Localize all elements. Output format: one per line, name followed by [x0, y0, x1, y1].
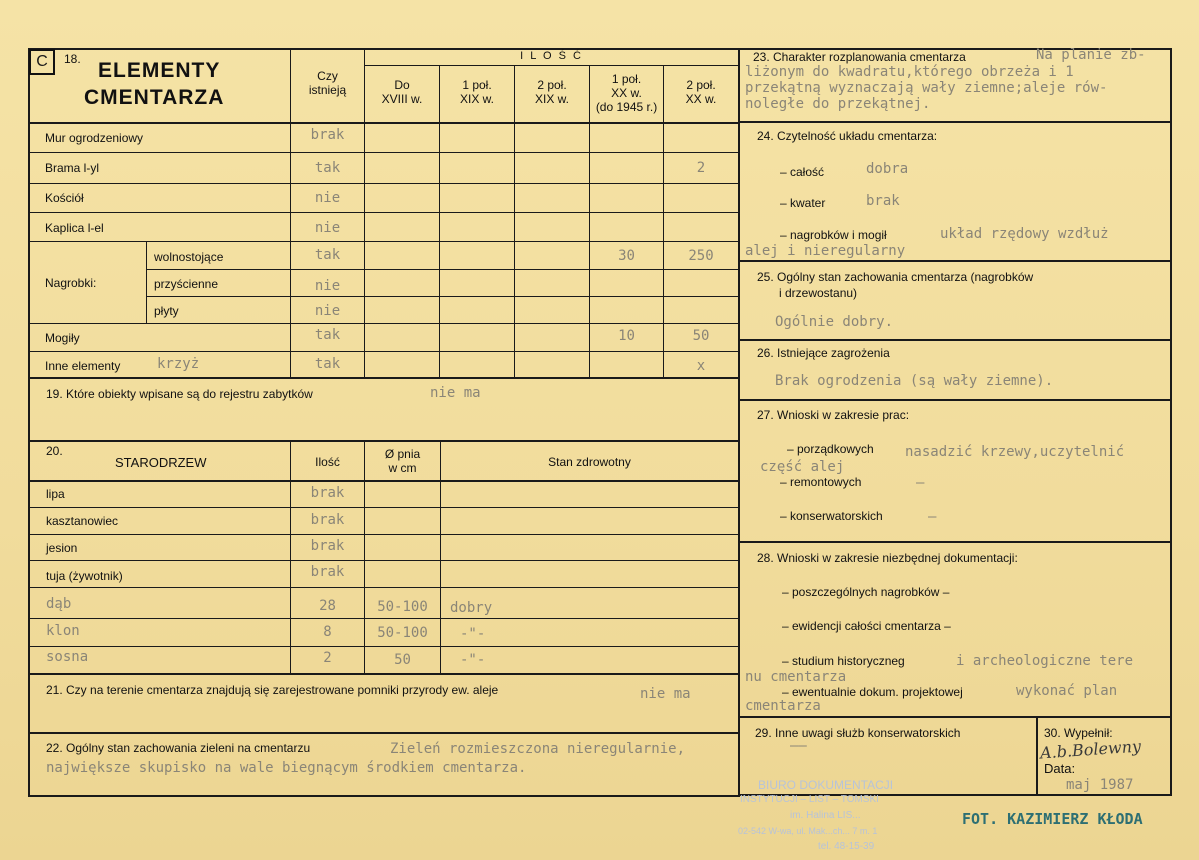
row-exists-wall: brak [310, 127, 345, 143]
row-label-freestanding: wolnostojące [154, 250, 224, 264]
col-trees-count: Ilość [315, 455, 340, 469]
section-22-value-line1: Zieleń rozmieszczona nieregularnie, [390, 741, 686, 757]
row-exists-other: tak [314, 356, 341, 372]
tree-diam-pine: 50 [394, 652, 411, 668]
section-18-number: 18. [64, 52, 81, 66]
tree-health-pine: -"- [460, 652, 486, 668]
tree-name-ash: jesion [46, 541, 78, 555]
section-letter-box: C [29, 49, 55, 75]
section-23-line2: liżonym do kwadratu,którego obrzeża i 1 [745, 64, 1074, 80]
tree-count-oak: 28 [319, 598, 336, 614]
section-26-value: Brak ogrodzenia (są wały ziemne). [775, 373, 1054, 389]
row-label-chapel: Kaplica l-el [45, 221, 104, 235]
photo-credit: FOT. KAZIMIERZ KŁODA [962, 810, 1143, 828]
date-label: Data: [1044, 761, 1076, 776]
legibility-quarters-value: brak [866, 193, 900, 209]
row-q4-mounds: 10 [618, 328, 635, 344]
tree-count-linden: brak [310, 485, 345, 501]
section-29-label: 29. Inne uwagi służb konserwatorskich [755, 726, 961, 740]
tree-name-chestnut: kasztanowiec [46, 514, 119, 528]
docs-graves: – poszczególnych nagrobków – [782, 585, 950, 599]
tree-count-maple: 8 [323, 624, 332, 640]
tree-count-thuja: brak [310, 564, 345, 580]
row-exists-wall-mounted: nie [314, 278, 341, 294]
section-21-value: nie ma [640, 686, 691, 702]
row-label-gate: Brama l-yl [45, 161, 100, 175]
docs-history-value2: nu cmentarza [745, 669, 847, 685]
legibility-whole-label: – całość [780, 165, 825, 179]
section-21-label: 21. Czy na terenie cmentarza znajdują się zarejestrowane pomniki przyrody ew. aleje [46, 683, 499, 697]
works-repair-value: – [916, 475, 925, 491]
docs-history-label: – studium historyczneg [782, 654, 905, 668]
border-bottom [28, 795, 740, 797]
row-label-mounds: Mogiły [45, 331, 80, 345]
works-order-value1: nasadzić krzewy,uczytelnić [905, 444, 1125, 460]
row-q5-gate: 2 [696, 160, 706, 176]
docs-project-value2: cmentarza [745, 698, 821, 714]
row-label-wall: Mur ogrodzeniowy [45, 131, 144, 145]
row-exists-slabs: nie [314, 303, 341, 319]
works-order-value2: część alej [760, 459, 845, 475]
section-22-label: 22. Ogólny stan zachowania zieleni na cmentarzu [46, 741, 311, 755]
tree-name-oak: dąb [46, 596, 72, 612]
border-left [28, 48, 30, 796]
section-23-line4: noległe do przekątnej. [745, 96, 931, 112]
legibility-quarters-label: – kwater [780, 196, 826, 210]
row-exists-church: nie [314, 190, 341, 206]
works-conserv-label: – konserwatorskich [780, 509, 883, 523]
legibility-whole-value: dobra [866, 161, 909, 177]
tree-name-thuja: tuja (żywotnik) [46, 569, 123, 583]
tree-diam-oak: 50-100 [377, 599, 428, 615]
section-23-line3: przekątną wyznaczają wały ziemne;aleje rów- [745, 80, 1108, 96]
docs-project-value1: wykonać plan [1016, 683, 1118, 699]
section-23-line1: Na planie zb- [1036, 47, 1146, 63]
row-label-wall-mounted: przyścienne [154, 277, 219, 291]
row-exists-gate: tak [314, 160, 341, 176]
col-trees-name: STARODRZEW [115, 455, 207, 470]
row-label-church: Kościół [45, 191, 84, 205]
tree-count-chestnut: brak [310, 512, 345, 528]
section-24-label: 24. Czytelność układu cmentarza: [757, 129, 938, 143]
legibility-graves-value1: układ rzędowy wzdłuż [940, 226, 1109, 242]
row-exists-chapel: nie [314, 220, 341, 236]
row-q5-mounds: 50 [692, 328, 710, 344]
row-label-other: Inne elementy [45, 359, 121, 373]
section-28-label: 28. Wnioski w zakresie niezbędnej dokumentacji: [757, 551, 1018, 565]
tree-count-ash: brak [310, 538, 345, 554]
section-26-label: 26. Istniejące zagrożenia [757, 346, 890, 360]
works-order-label: – porządkowych [787, 442, 874, 456]
tree-health-oak: dobry [450, 600, 493, 616]
row-q5-other: x [696, 358, 706, 374]
period-header-4: 1 poł. XX w. (do 1945 r.) [595, 72, 658, 114]
section-25-label-line2: i drzewostanu) [779, 286, 858, 300]
row-q5-freestanding: 250 [688, 248, 714, 264]
row-exists-freestanding: tak [314, 247, 341, 263]
docs-history-value1: i archeologiczne tere [956, 653, 1134, 669]
tree-name-maple: klon [46, 623, 80, 639]
tree-health-maple: -"- [460, 626, 486, 642]
section-18-title-line1: ELEMENTY [98, 59, 221, 82]
section-25-label-line1: 25. Ogólny stan zachowania cmentarza (nagrobków [757, 270, 1034, 284]
docs-records: – ewidencji całości cmentarza – [782, 619, 951, 633]
period-header-2: 1 poł. XIX w. [459, 78, 494, 106]
tree-diam-maple: 50-100 [377, 625, 428, 641]
date-value: maj 1987 [1066, 777, 1134, 793]
section-27-label: 27. Wnioski w zakresie prac: [757, 408, 910, 422]
tree-count-pine: 2 [323, 650, 332, 666]
legibility-graves-value2: alej i nieregularny [745, 243, 906, 259]
row-q4-freestanding: 30 [618, 248, 635, 264]
section-25-value: Ogólnie dobry. [775, 314, 894, 330]
section-29-value: —— [790, 738, 807, 754]
section-23-label: 23. Charakter rozplanowania cmentarza [753, 50, 966, 64]
section-18-title-line2: CMENTARZA [84, 86, 225, 109]
col-quantity-header: I L O Ś Ć [520, 50, 583, 62]
row-label-slabs: płyty [154, 304, 179, 318]
border-middle [738, 48, 740, 796]
col-trees-health: Stan zdrowotny [548, 455, 631, 469]
signature: A.b.Bolewny [1039, 736, 1142, 763]
legibility-graves-label: – nagrobków i mogił [780, 228, 887, 242]
section-22-value-line2: największe skupisko na wale biegnącym środkiem cmentarza. [46, 760, 527, 776]
works-repair-label: – remontowych [780, 475, 862, 489]
office-stamp: BIURO DOKUMENTACJI INSTYTUCJI – LIST – TOMSKI im. Halina LIS... 02-542 W-wa, ul. Mak...ch... 7 m. 1 tel. 48-15-39 [738, 778, 894, 852]
section-20-number: 20. [46, 444, 63, 458]
section-19-value: nie ma [430, 385, 481, 401]
group-label-tombstones: Nagrobki: [45, 276, 97, 290]
border-right [1170, 48, 1172, 796]
row-extra-other: krzyż [157, 356, 200, 372]
works-conserv-value: – [928, 509, 937, 525]
period-header-1: Do XVIII w. [381, 78, 423, 106]
col-trees-diameter: Ø pnia w cm [384, 447, 421, 475]
row-exists-mounds: tak [314, 327, 341, 343]
section-19-label: 19. Które obiekty wpisane są do rejestru zabytków [46, 387, 313, 401]
section-30-label: 30. Wypełnił: [1044, 726, 1113, 740]
tree-name-linden: lipa [46, 487, 65, 501]
col-exists-header: Czy istnieją [308, 69, 347, 97]
docs-project-label: – ewentualnie dokum. projektowej [782, 685, 963, 699]
period-header-3: 2 poł. XIX w. [534, 78, 569, 106]
period-header-5: 2 poł. XX w. [685, 78, 717, 106]
tree-name-pine: sosna [46, 649, 89, 665]
